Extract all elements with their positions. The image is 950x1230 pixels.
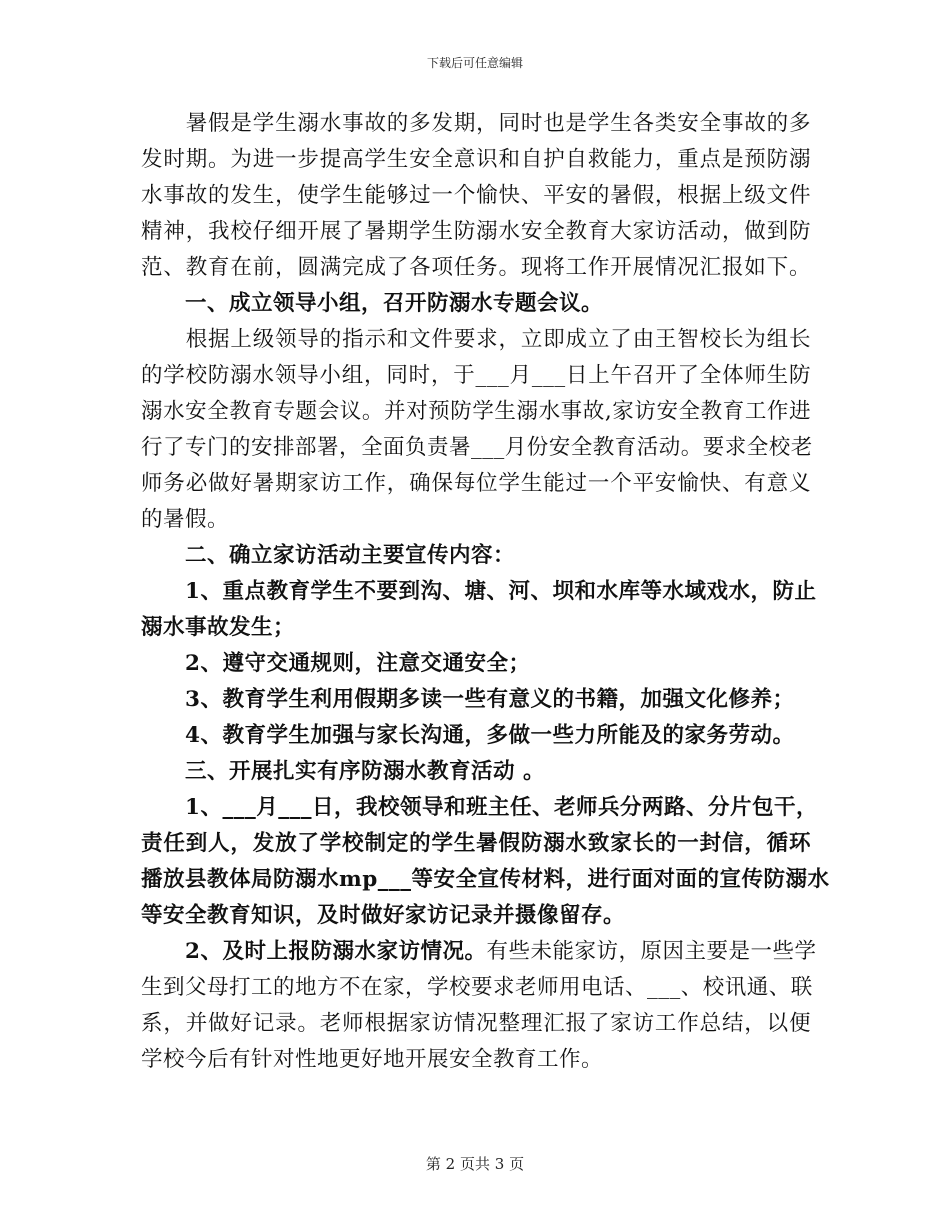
page-header: 下载后可任意编辑 bbox=[426, 56, 523, 70]
paragraph-line bbox=[141, 934, 817, 970]
paragraph-line: 学校今后有针对性地更好地开展安全教育工作。 bbox=[141, 1047, 604, 1072]
paragraph-line: 播放县教体局防溺水mp___等安全宣传材料，进行面对面的宣传防溺水 bbox=[141, 867, 830, 892]
paragraph-line: 行了专门的安排部署，全面负责暑___月份安全教育活动。要求全校老 bbox=[141, 435, 813, 460]
paragraph-line: 水事故的发生，使学生能够过一个愉快、平安的暑假，根据上级文件 bbox=[141, 183, 811, 208]
paragraph-line: 的学校防溺水领导小组，同时，于___月___日上午召开了全体师生防 bbox=[141, 363, 811, 388]
section-heading-1: 一、成立领导小组，召开防溺水专题会议。 bbox=[141, 291, 604, 316]
paragraph-line: 根据上级领导的指示和文件要求，立即成立了由王智校长为组长 bbox=[141, 327, 811, 352]
paragraph-line: 系，并做好记录。老师根据家访情况整理汇报了家访工作总结，以便 bbox=[141, 1011, 811, 1036]
paragraph-line: 的暑假。 bbox=[141, 507, 230, 532]
section-heading-3: 三、开展扎实有序防溺水教育活动 。 bbox=[141, 759, 545, 784]
list-item: 2、遵守交通规则，注意交通安全； bbox=[141, 651, 531, 676]
paragraph-line: 师务必做好暑期家访工作，确保每位学生能过一个平安愉快、有意义 bbox=[141, 471, 811, 496]
paragraph-line: 暑假是学生溺水事故的多发期，同时也是学生各类安全事故的多 bbox=[141, 111, 811, 136]
section-heading-2: 二、确立家访活动主要宣传内容： bbox=[141, 543, 516, 568]
list-item: 1、重点教育学生不要到沟、塘、河、坝和水库等水域戏水，防止 bbox=[141, 579, 817, 604]
document-body bbox=[141, 106, 830, 1078]
list-item: 溺水事故发生； bbox=[141, 615, 296, 640]
paragraph-line: 生到父母打工的地方不在家，学校要求老师用电话、___、校讯通、联 bbox=[141, 975, 813, 1000]
paragraph-line: 精神，我校仔细开展了暑期学生防溺水安全教育大家访活动，做到防 bbox=[141, 219, 811, 244]
paragraph-line: 溺水安全教育专题会议。并对预防学生溺水事故,家访安全教育工作进 bbox=[141, 399, 811, 424]
list-item: 3、教育学生利用假期多读一些有意义的书籍，加强文化修养； bbox=[141, 687, 795, 712]
paragraph-line: 发时期。为进一步提高学生安全意识和自护自救能力，重点是预防溺 bbox=[141, 147, 811, 172]
paragraph-line: 范、教育在前，圆满完成了各项任务。现将工作开展情况汇报如下。 bbox=[141, 255, 811, 280]
paragraph-line: 责任到人，发放了学校制定的学生暑假防溺水致家长的一封信，循环 bbox=[141, 831, 811, 856]
paragraph-line: 1、___月___日，我校领导和班主任、老师兵分两路、分片包干， bbox=[141, 795, 818, 820]
inline-heading: 2、及时上报防溺水家访情况。 bbox=[141, 939, 487, 964]
paragraph-line: 等安全教育知识，及时做好家访记录并摄像留存。 bbox=[141, 903, 626, 928]
inline-text: 有些未能家访，原因主要是一些学 bbox=[486, 939, 817, 964]
list-item: 4、教育学生加强与家长沟通，多做一些力所能及的家务劳动。 bbox=[141, 723, 795, 748]
page-footer: 第 2 页共 3 页 bbox=[425, 1155, 525, 1173]
